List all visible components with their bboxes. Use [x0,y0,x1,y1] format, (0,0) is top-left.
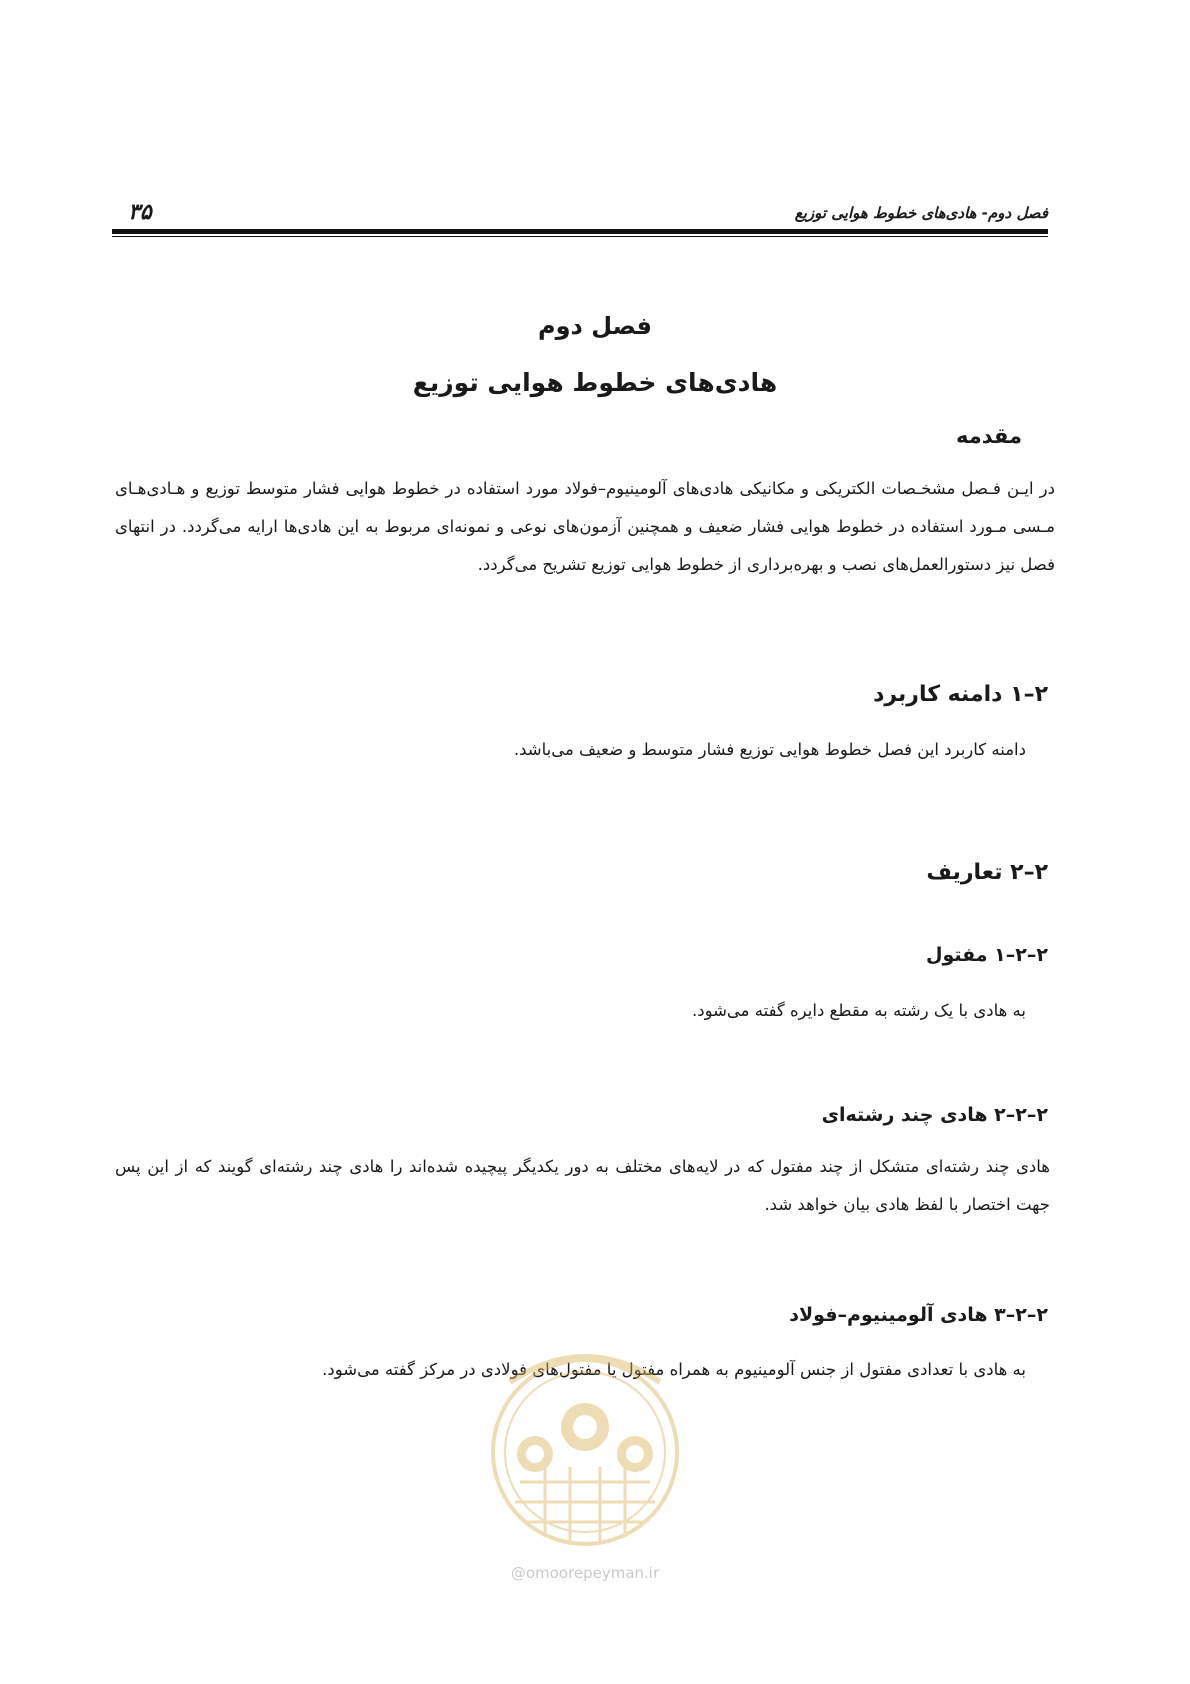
subsection2-heading: ۲–۲–۲ هادی چند رشته‌ای [821,1104,1048,1126]
chapter-title: هادی‌های خطوط هوایی توزیع [412,368,778,397]
watermark [470,1342,700,1582]
subsection3-heading: ۲–۲–۳ هادی آلومینیوم–فولاد [789,1304,1048,1326]
intro-heading: مقدمه [956,424,1022,448]
section1-text: دامنه کاربرد این فصل خطوط هوایی توزیع فشار متوسط و ضعیف می‌باشد. [513,740,1026,759]
header-rule-thick [112,229,1048,234]
subsection1-heading: ۲–۲–۱ مفتول [925,944,1048,966]
seal-logo-icon [470,1342,700,1557]
subsection2-text: هادی چند رشته‌ای متشکل از چند مفتول که در لایه‌های مختلف به دور یکدیگر پیچیده شده‌اند را هادی چند رشته‌ای گویند که از این پس جهت اختصار با لفظ هادی بیان خواهد شد. [115,1157,1050,1214]
subsection1-text: به هادی با یک رشته به مقطع دایره گفته می‌شود. [691,1001,1026,1020]
page-number: ۳۵ [128,200,152,225]
header-rule-thin [112,236,1048,237]
running-header [112,200,1048,230]
section2-heading: ۲–۲ تعاریف [926,860,1048,885]
section1-heading: ۲–۱ دامنه کاربرد [873,682,1048,707]
running-title: فصل دوم- هادی‌های خطوط هوایی توزیع [794,204,1048,222]
watermark-url: @omoorepeyman.ir [510,1564,660,1582]
subsection3-text: به هادی با تعدادی مفتول از جنس آلومینیوم به همراه مفتول یا مفتول‌های فولادی در مرکز گفته می‌شود. [322,1360,1026,1379]
intro-paragraph: در ایـن فـصل مشخـصات الکتریکی و مکانیکی هادی‌های آلومینیوم–فولاد مورد استفاده در خطوط هوایی فشار متوسط توزیع و هـادی‌هـای مـسی مـورد استفاده در خطوط هوایی فشار ضعیف و همچنین آزمون‌های نوعی و نمونه‌ای مربوط به این هادی‌ها ارایه می‌گردد. در انتهای فصل نیز دستورالعمل‌های نصب و بهره‌برداری از خطوط هوایی توزیع تشریح می‌گردد. [115,479,1055,574]
chapter-label: فصل دوم [538,312,652,340]
